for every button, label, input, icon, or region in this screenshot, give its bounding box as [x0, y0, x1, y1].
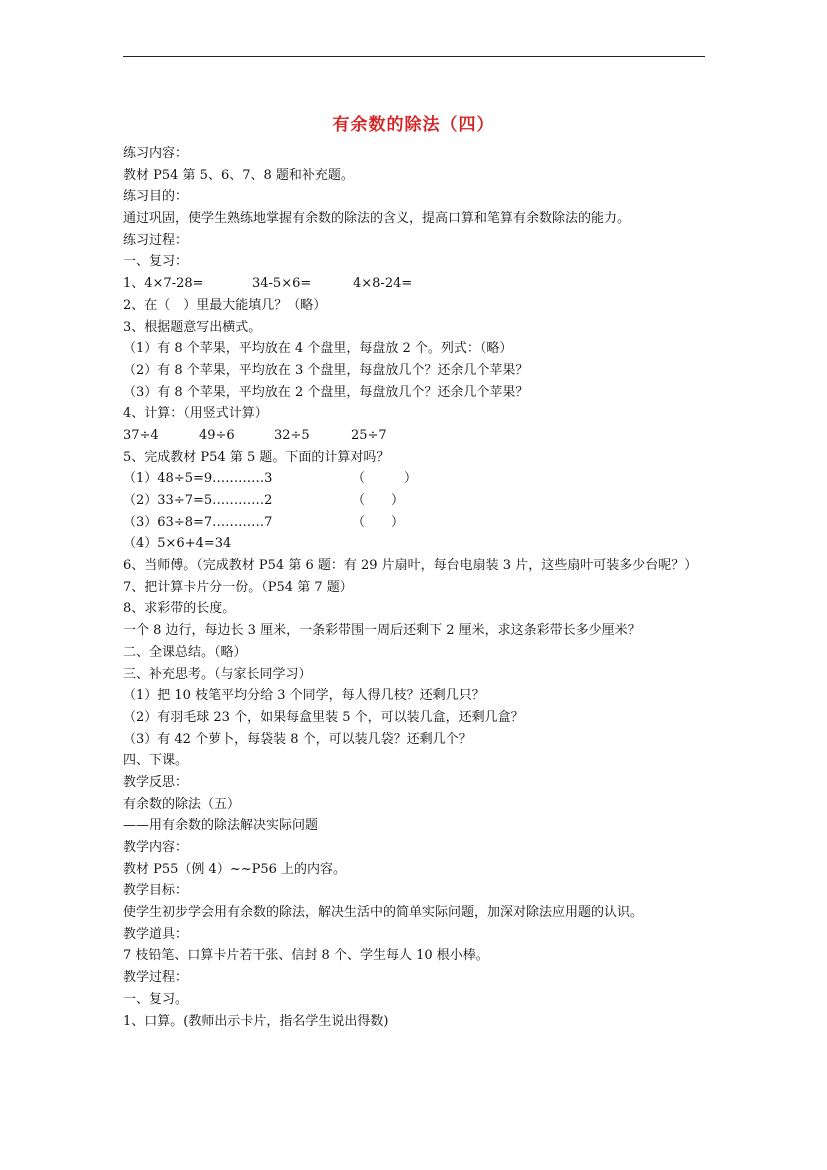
text-line: 使学生初步学会用有余数的除法，解决生活中的简单实际问题，加深对除法应用题的认识。	[123, 905, 644, 921]
text-line: 1、口算。(教师出示卡片，指名学生说出得数)	[123, 1013, 389, 1029]
text-line: （3）有 8 个苹果，平均放在 2 个盘里，每盘放几个？还余几个苹果？	[123, 384, 529, 400]
text-line: 6、当师傅。（完成教材 P54 第 6 题：有 29 片扇叶，每台电扇装 3 片，这些扇叶可装多少台呢？）	[123, 558, 698, 574]
text-line: 7 枝铅笔、口算卡片若干张、信封 8 个、学生每人 10 根小棒。	[123, 948, 489, 964]
text-line: 教材 P55（例 4）~~P56 上的内容。	[123, 861, 347, 877]
text-line: 一、复习。	[123, 991, 189, 1007]
text-line: 通过巩固，使学生熟练地掌握有余数的除法的含义，提高口算和笔算有余数除法的能力。	[123, 211, 631, 227]
text-line: 练习过程：	[123, 232, 189, 248]
text-cell: （2）33÷7=5…………2	[123, 493, 273, 508]
document-body	[123, 143, 723, 1032]
text-line: 教学目标：	[123, 883, 189, 899]
text-line: 4、计算：（用竖式计算）	[123, 406, 268, 422]
text-line: ——用有余数的除法解决实际问题	[123, 818, 319, 834]
text-line: （1）有 8 个苹果，平均放在 4 个盘里，每盘放 2 个。列式：（略）	[123, 341, 513, 357]
text-line: 练习目的：	[123, 189, 189, 205]
text-line: 教学道具：	[123, 926, 189, 942]
header-rule	[123, 56, 705, 57]
text-line: 二、全课总结。（略）	[123, 644, 247, 660]
text-line: 教学内容：	[123, 840, 189, 856]
text-cell: （1）48÷5=9…………3	[123, 471, 273, 487]
text-line: （4）5×6+4=34	[123, 536, 232, 552]
text-cell: 37÷4	[123, 427, 159, 443]
text-line	[123, 468, 723, 490]
text-line: 2、在（ ）里最大能填几？（略）	[123, 297, 327, 313]
text-line: 四、下课。	[123, 753, 189, 769]
text-cell: （ ）	[352, 514, 405, 530]
text-cell: 49÷6	[199, 427, 235, 443]
text-cell: 25÷7	[351, 427, 387, 443]
text-line: （2）有 8 个苹果，平均放在 3 个盘里，每盘放几个？还余几个苹果？	[123, 362, 529, 378]
text-line: 三、补充思考。（与家长同学习）	[123, 666, 312, 682]
text-cell: 4×8-24=	[353, 276, 413, 292]
text-line: （1）把 10 枝笔平均分给 3 个同学，每人得几枝？还剩几只？	[123, 688, 485, 704]
text-line: 3、根据题意写出横式。	[123, 319, 262, 335]
text-line	[123, 512, 723, 534]
text-cell: 32÷5	[274, 427, 310, 443]
text-cell: 34-5×6=	[252, 276, 312, 292]
text-line: 8、求彩带的长度。	[123, 601, 236, 617]
text-line: 教学过程：	[123, 970, 189, 986]
text-line	[123, 273, 723, 295]
text-cell: （3）63÷8=7…………7	[123, 514, 273, 530]
text-line: 教学反思：	[123, 774, 189, 790]
text-cell: 1、4×7-28=	[123, 276, 204, 292]
text-line: 练习内容：	[123, 146, 189, 161]
text-line: 一、复习：	[123, 254, 189, 270]
text-cell: （ ）	[352, 471, 418, 487]
text-line: 教材 P54 第 5、6、7、8 题和补充题。	[123, 167, 354, 183]
text-line: （2）有羽毛球 23 个，如果每盒里装 5 个，可以装几盒，还剩几盒？	[123, 709, 524, 725]
page-title: 有余数的除法（四）	[332, 115, 495, 135]
text-line: 5、完成教材 P54 第 5 题。下面的计算对吗？	[123, 449, 390, 465]
text-line: 一个 8 边行，每边长 3 厘米，一条彩带围一周后还剩下 2 厘米，求这条彩带长多少厘米？	[123, 623, 641, 639]
text-line: （3）有 42 个萝卜，每袋装 8 个，可以装几袋？还剩几个？	[123, 731, 472, 747]
text-line	[123, 425, 723, 447]
text-line: 有余数的除法（五）	[123, 796, 241, 812]
text-line: 7、把计算卡片分一份。（P54 第 7 题）	[123, 579, 353, 595]
text-line	[123, 490, 723, 512]
text-cell: （ ）	[352, 493, 405, 508]
